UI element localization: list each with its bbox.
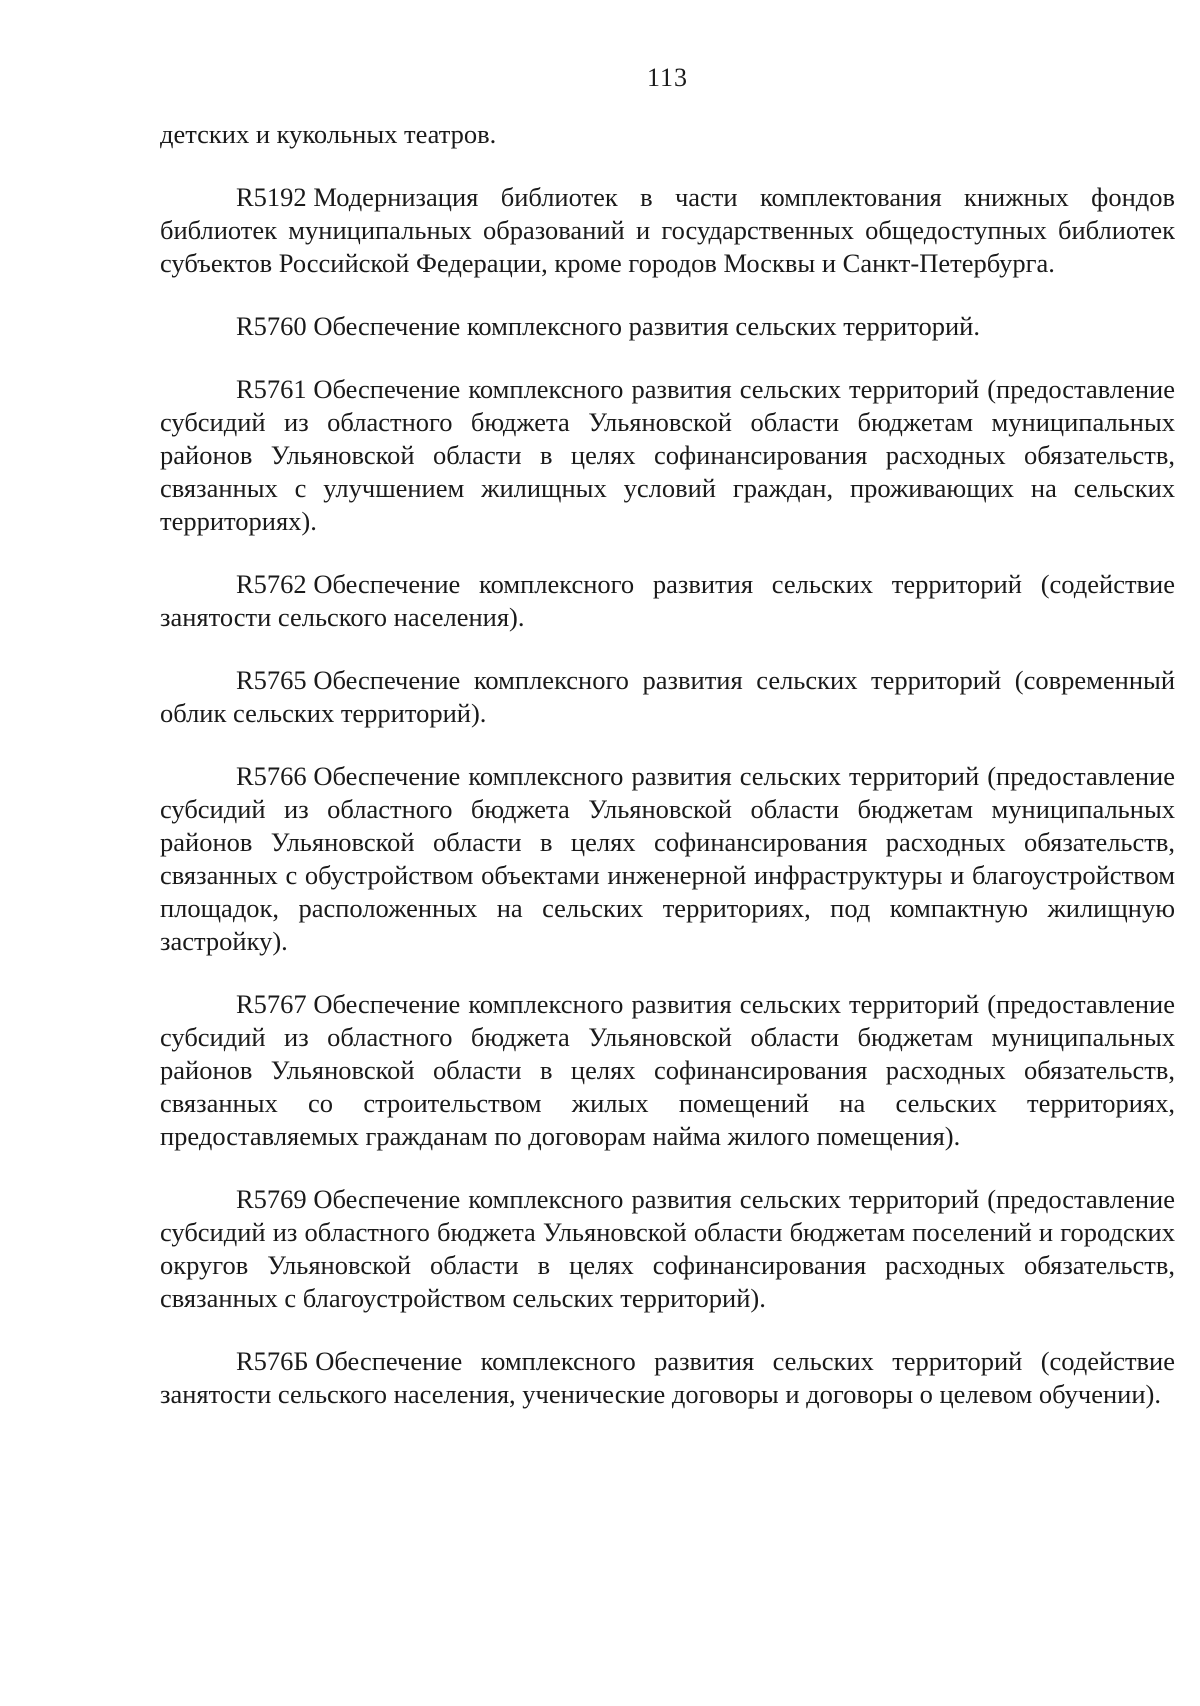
entry-code: R5760	[236, 311, 307, 341]
entry-code: R576Б	[236, 1346, 309, 1376]
entry-paragraph	[160, 988, 1175, 1153]
entry-code: R5769	[236, 1184, 307, 1214]
entry-paragraph	[160, 373, 1175, 538]
entry-text: Обеспечение комплексного развития сельских территорий.	[313, 311, 980, 341]
continuation-paragraph: детских и кукольных театров.	[160, 119, 497, 149]
document-page	[160, 58, 1175, 1411]
entry-paragraph	[160, 1183, 1175, 1315]
entry-text: Обеспечение комплексного развития сельских территорий (предоставление субсидий из областного бюджета Ульяновской области бюджетам муниципальных районов Ульяновской области в целях софинансирования расходных обязательств, связанных со строительством жилых помещений на сельских территориях, предоставляемых гражданам по договорам найма жилого помещения).	[160, 989, 1175, 1151]
entry-code: R5765	[236, 665, 307, 695]
entry-paragraph	[160, 1345, 1175, 1411]
entry-paragraph	[160, 664, 1175, 730]
entry-code: R5766	[236, 761, 307, 791]
entry-text: Обеспечение комплексного развития сельских территорий (предоставление субсидий из областного бюджета Ульяновской области бюджетам муниципальных районов Ульяновской области в целях софинансирования расходных обязательств, связанных с обустройством объектами инженерной инфраструктуры и благоустройством площадок, расположенных на сельских территориях, под компактную жилищную застройку).	[160, 761, 1175, 956]
entry-code: R5767	[236, 989, 307, 1019]
entry-text: Модернизация библиотек в части комплектования книжных фондов библиотек муниципальных образований и государственных общедоступных библиотек субъектов Российской Федерации, кроме городов Москвы и Санкт-Петербурга.	[160, 182, 1175, 278]
entry-text: Обеспечение комплексного развития сельских территорий (современный облик сельских территорий).	[160, 665, 1175, 728]
entry-paragraph	[160, 568, 1175, 634]
entry-paragraph	[160, 181, 1175, 280]
entry-text: Обеспечение комплексного развития сельских территорий (содействие занятости сельского населения).	[160, 569, 1175, 632]
entry-code: R5192	[236, 182, 307, 212]
entry-paragraph	[160, 310, 1175, 343]
entry-code: R5762	[236, 569, 307, 599]
entry-text: Обеспечение комплексного развития сельских территорий (предоставление субсидий из областного бюджета Ульяновской области бюджетам поселений и городских округов Ульяновской области в целях софинансирования расходных обязательств, связанных с благоустройством сельских территорий).	[160, 1184, 1175, 1313]
entry-text: Обеспечение комплексного развития сельских территорий (содействие занятости сельского населения, ученические договоры и договоры о целевом обучении).	[160, 1346, 1175, 1409]
entry-code: R5761	[236, 374, 307, 404]
entry-text: Обеспечение комплексного развития сельских территорий (предоставление субсидий из областного бюджета Ульяновской области бюджетам муниципальных районов Ульяновской области в целях софинансирования расходных обязательств, связанных с улучшением жилищных условий граждан, проживающих на сельских территориях).	[160, 374, 1175, 536]
entry-paragraph	[160, 760, 1175, 958]
page-number: 113	[646, 63, 689, 92]
